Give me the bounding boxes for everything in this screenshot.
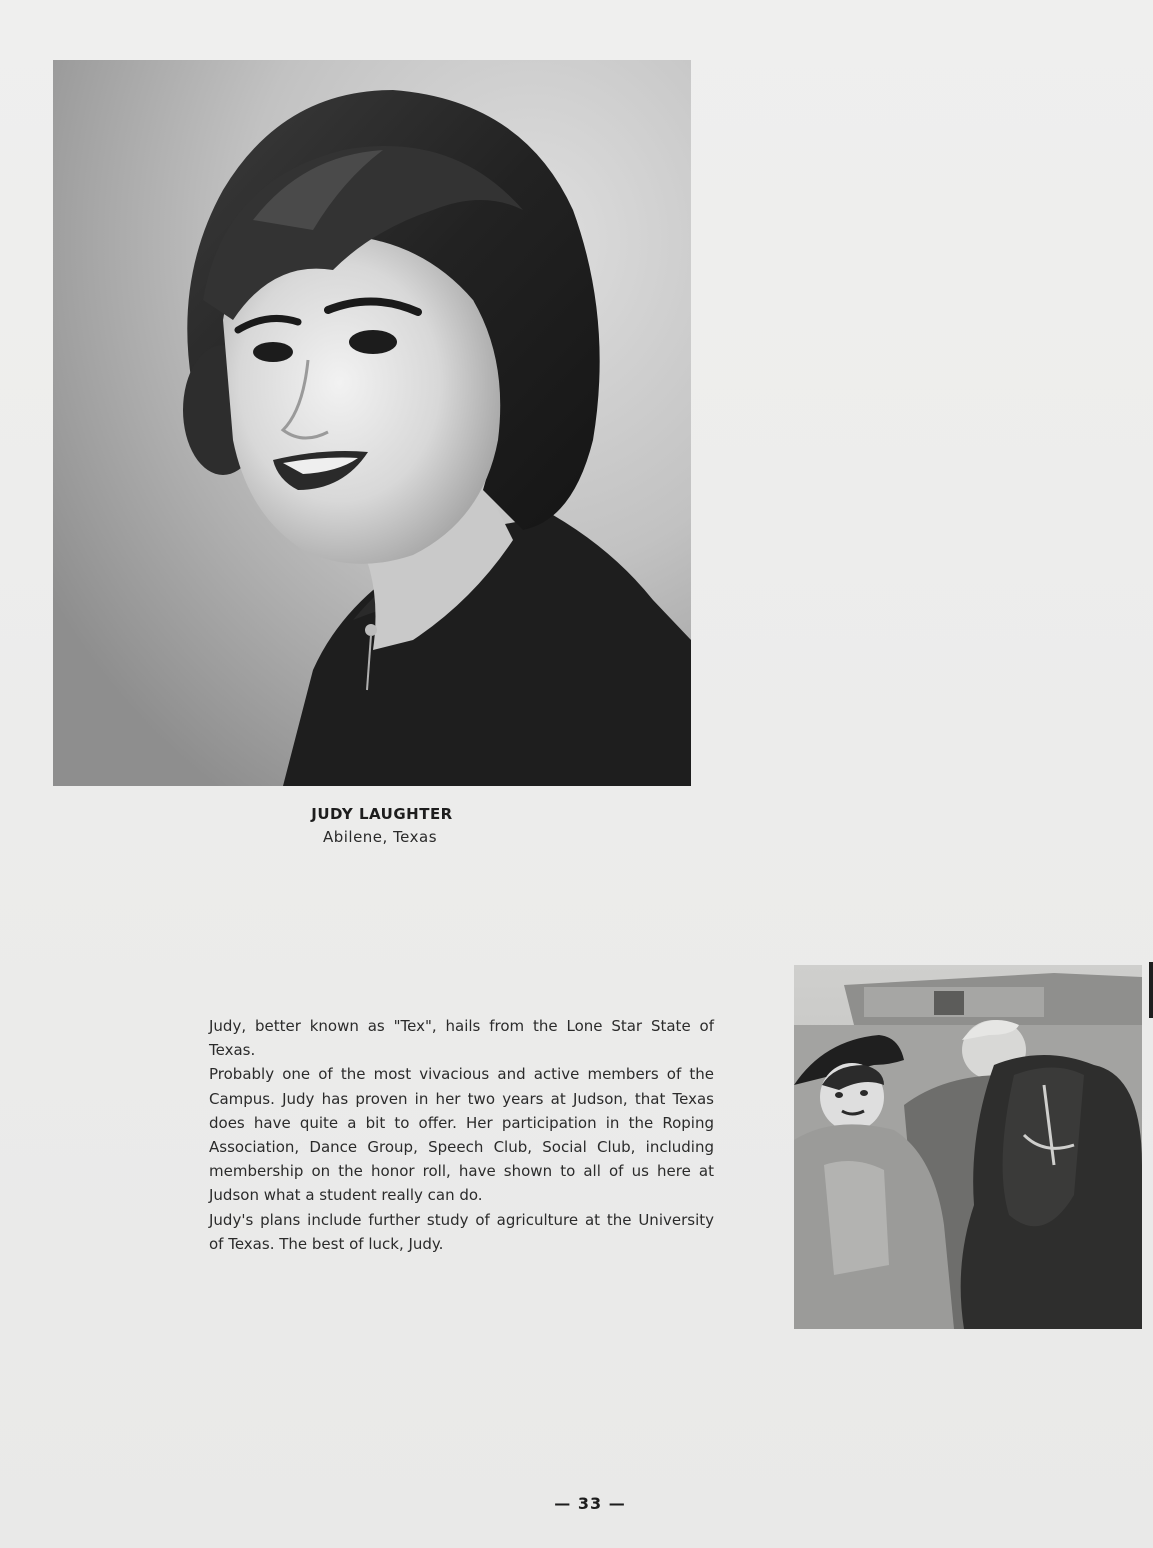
student-bio — [209, 1014, 714, 1256]
student-hometown: Abilene, Texas — [322, 828, 438, 846]
bio-paragraph: Probably one of the most vivacious and active members of the Campus. Judy has proven in her two years at Judson, that Texas does have quite a bit to offer. Her participation in the Roping Association, Dance Group, Speech Club, Social Club, including membership on the honor roll, have shown to all of us here at Judson what a student really can do. — [209, 1065, 714, 1205]
portrait-photo — [53, 60, 691, 786]
page-edge-mark — [1149, 962, 1153, 1018]
page-number: — 33 — — [554, 1494, 626, 1513]
bio-paragraph: Judy's plans include further study of agriculture at the University of Texas. The best of luck, Judy. — [209, 1210, 714, 1253]
student-name: JUDY LAUGHTER — [311, 805, 453, 823]
bio-paragraph: Judy, better known as "Tex", hails from the Lone Star State of Texas. — [209, 1017, 714, 1060]
candid-photo — [794, 965, 1142, 1329]
